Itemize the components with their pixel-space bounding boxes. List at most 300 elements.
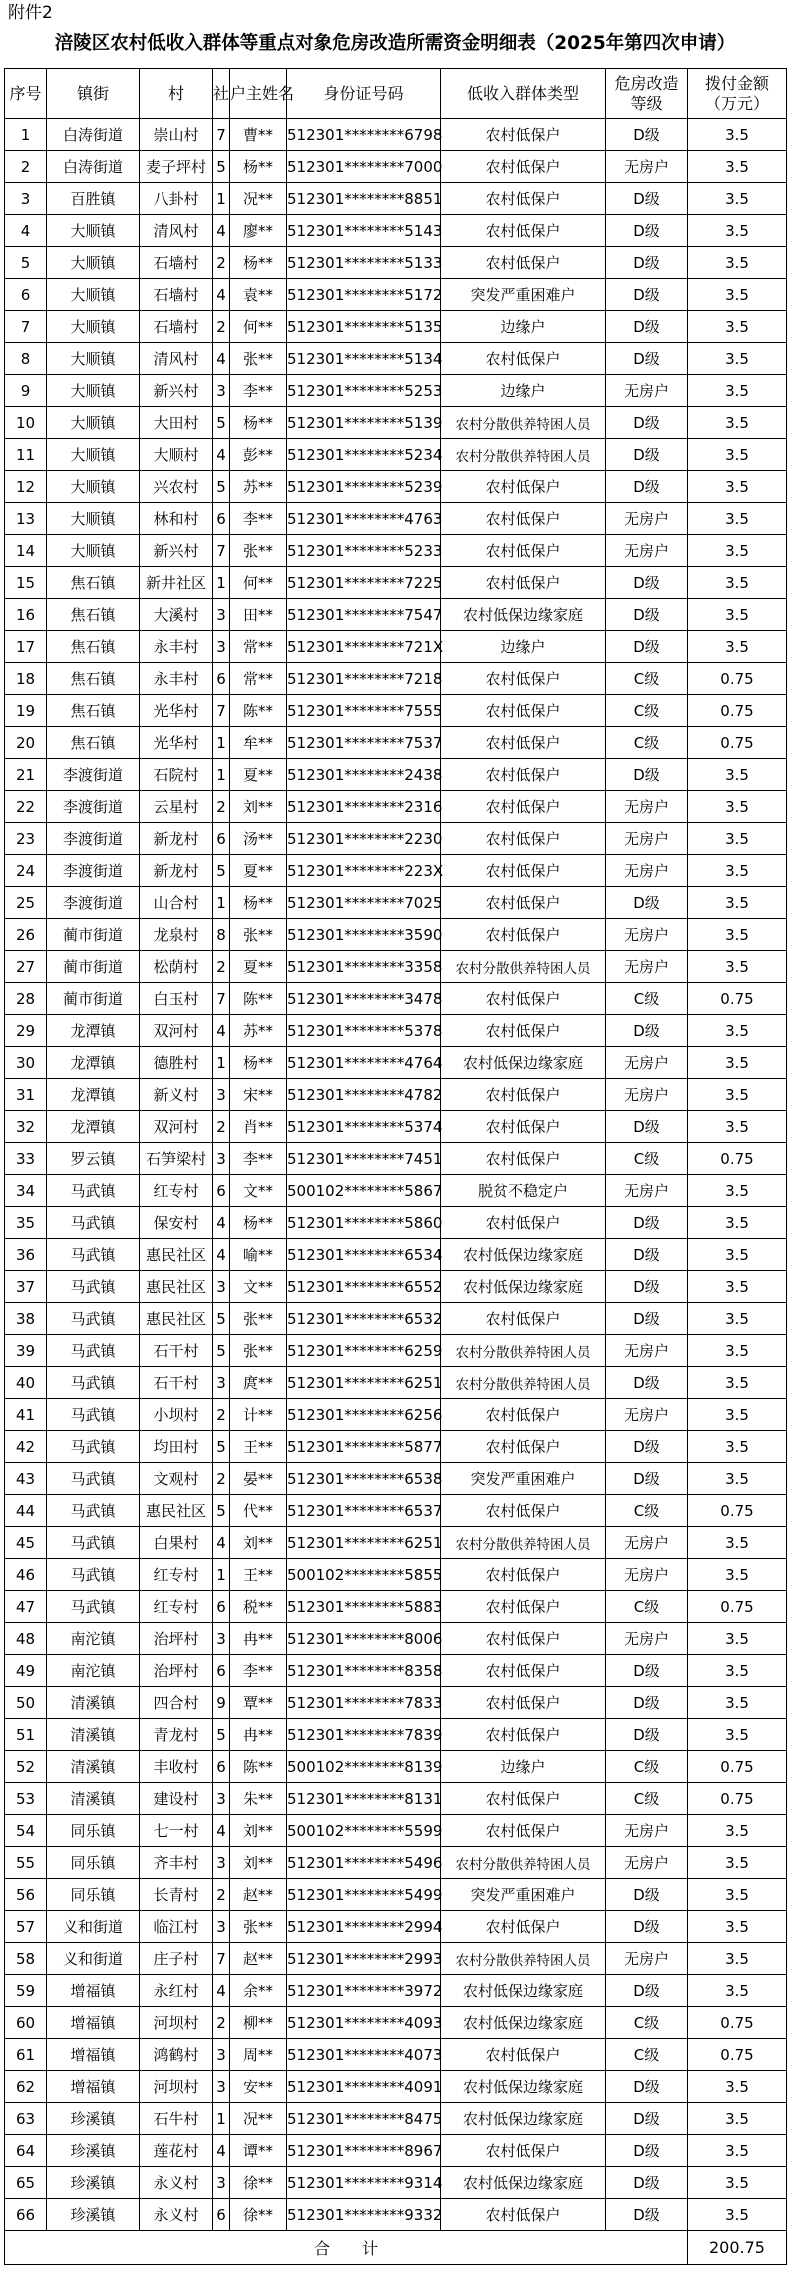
cell-type: 农村低保户 [441,759,606,791]
cell-seq: 25 [5,887,47,919]
cell-she: 2 [213,311,230,343]
cell-village: 德胜村 [140,1047,213,1079]
cell-amount: 3.5 [688,2199,787,2231]
table-row [5,599,787,631]
cell-village: 云星村 [140,791,213,823]
cell-amount: 3.5 [688,1303,787,1335]
cell-seq: 34 [5,1175,47,1207]
cell-head: 何** [230,311,287,343]
table-body [5,119,787,2231]
cell-id: 512301********6532 [287,1303,441,1335]
header-she: 社 [213,69,230,119]
cell-she: 2 [213,1463,230,1495]
cell-seq: 2 [5,151,47,183]
cell-level: 无房户 [606,1559,688,1591]
cell-village: 新兴村 [140,375,213,407]
cell-she: 4 [213,343,230,375]
table-row [5,535,787,567]
cell-seq: 27 [5,951,47,983]
cell-id: 512301********2994 [287,1911,441,1943]
cell-she: 1 [213,567,230,599]
cell-amount: 3.5 [688,2167,787,2199]
cell-she: 9 [213,1687,230,1719]
cell-head: 周** [230,2039,287,2071]
cell-seq: 42 [5,1431,47,1463]
cell-town: 马武镇 [47,1559,140,1591]
cell-town: 蔺市街道 [47,951,140,983]
cell-amount: 0.75 [688,2039,787,2071]
total-amount: 200.75 [688,2231,787,2265]
cell-id: 512301********4782 [287,1079,441,1111]
cell-id: 512301********5133 [287,247,441,279]
cell-she: 1 [213,183,230,215]
cell-level: C级 [606,2039,688,2071]
funding-detail-table [4,68,787,2265]
cell-head: 李** [230,1143,287,1175]
table-row [5,1655,787,1687]
cell-village: 石墙村 [140,247,213,279]
cell-level: 无房户 [606,1815,688,1847]
cell-village: 光华村 [140,727,213,759]
table-row [5,1207,787,1239]
cell-seq: 41 [5,1399,47,1431]
table-row [5,759,787,791]
cell-head: 何** [230,567,287,599]
cell-seq: 4 [5,215,47,247]
cell-town: 李渡街道 [47,791,140,823]
cell-seq: 39 [5,1335,47,1367]
cell-she: 5 [213,1303,230,1335]
cell-id: 512301********5499 [287,1879,441,1911]
cell-type: 农村分散供养特困人员 [441,407,606,439]
cell-amount: 3.5 [688,855,787,887]
cell-town: 同乐镇 [47,1879,140,1911]
cell-town: 珍溪镇 [47,2135,140,2167]
cell-amount: 3.5 [688,919,787,951]
table-row [5,1399,787,1431]
cell-seq: 35 [5,1207,47,1239]
cell-head: 牟** [230,727,287,759]
cell-type: 突发严重困难户 [441,1879,606,1911]
cell-she: 7 [213,535,230,567]
cell-village: 光华村 [140,695,213,727]
cell-town: 清溪镇 [47,1751,140,1783]
cell-amount: 3.5 [688,311,787,343]
cell-seq: 26 [5,919,47,951]
cell-amount: 3.5 [688,1175,787,1207]
cell-head: 庹** [230,1367,287,1399]
cell-type: 农村低保户 [441,1079,606,1111]
cell-she: 3 [213,2167,230,2199]
cell-town: 焦石镇 [47,727,140,759]
cell-amount: 3.5 [688,1431,787,1463]
cell-type: 农村低保户 [441,791,606,823]
cell-town: 清溪镇 [47,1719,140,1751]
cell-village: 崇山村 [140,119,213,151]
cell-level: D级 [606,279,688,311]
cell-id: 512301********2993 [287,1943,441,1975]
cell-id: 512301********7025 [287,887,441,919]
cell-village: 石干村 [140,1335,213,1367]
cell-head: 苏** [230,1015,287,1047]
cell-amount: 3.5 [688,1719,787,1751]
cell-village: 石笋梁村 [140,1143,213,1175]
cell-town: 李渡街道 [47,759,140,791]
cell-seq: 3 [5,183,47,215]
cell-id: 500102********5867 [287,1175,441,1207]
cell-village: 山合村 [140,887,213,919]
table-row [5,1943,787,1975]
cell-id: 512301********5143 [287,215,441,247]
cell-village: 新井社区 [140,567,213,599]
cell-type: 边缘户 [441,631,606,663]
cell-village: 青龙村 [140,1719,213,1751]
cell-seq: 40 [5,1367,47,1399]
cell-head: 况** [230,183,287,215]
document-title: 涪陵区农村低收入群体等重点对象危房改造所需资金明细表（2025年第四次申请） [54,33,736,54]
cell-town: 焦石镇 [47,599,140,631]
cell-amount: 3.5 [688,951,787,983]
cell-type: 农村低保户 [441,983,606,1015]
cell-seq: 55 [5,1847,47,1879]
cell-id: 512301********7555 [287,695,441,727]
cell-she: 8 [213,919,230,951]
cell-she: 3 [213,1271,230,1303]
cell-amount: 0.75 [688,663,787,695]
cell-id: 512301********7218 [287,663,441,695]
cell-level: C级 [606,1751,688,1783]
cell-she: 4 [213,215,230,247]
cell-level: 无房户 [606,1623,688,1655]
cell-seq: 49 [5,1655,47,1687]
cell-seq: 19 [5,695,47,727]
cell-level: 无房户 [606,823,688,855]
table-row [5,2167,787,2199]
cell-id: 512301********4764 [287,1047,441,1079]
cell-level: D级 [606,343,688,375]
cell-type: 突发严重困难户 [441,279,606,311]
cell-head: 杨** [230,247,287,279]
table-row [5,1303,787,1335]
cell-level: D级 [606,471,688,503]
cell-village: 红专村 [140,1559,213,1591]
cell-id: 512301********7547 [287,599,441,631]
cell-village: 大田村 [140,407,213,439]
cell-head: 张** [230,1335,287,1367]
cell-she: 3 [213,631,230,663]
cell-type: 农村低保边缘家庭 [441,2103,606,2135]
cell-id: 512301********6798 [287,119,441,151]
cell-type: 农村低保户 [441,471,606,503]
cell-she: 6 [213,1175,230,1207]
cell-town: 龙潭镇 [47,1015,140,1047]
cell-type: 农村低保户 [441,1687,606,1719]
cell-head: 夏** [230,855,287,887]
cell-town: 蔺市街道 [47,919,140,951]
header-village: 村 [140,69,213,119]
cell-town: 李渡街道 [47,887,140,919]
cell-town: 大顺镇 [47,247,140,279]
cell-village: 保安村 [140,1207,213,1239]
cell-level: D级 [606,1207,688,1239]
cell-id: 512301********5877 [287,1431,441,1463]
cell-town: 大顺镇 [47,535,140,567]
cell-type: 农村低保户 [441,1911,606,1943]
cell-village: 惠民社区 [140,1303,213,1335]
cell-seq: 62 [5,2071,47,2103]
cell-type: 农村低保户 [441,823,606,855]
cell-head: 张** [230,535,287,567]
cell-amount: 3.5 [688,1879,787,1911]
cell-type: 农村低保户 [441,503,606,535]
cell-type: 农村分散供养特困人员 [441,439,606,471]
cell-level: 无房户 [606,1847,688,1879]
cell-level: D级 [606,759,688,791]
cell-seq: 32 [5,1111,47,1143]
cell-amount: 3.5 [688,343,787,375]
cell-type: 农村低保户 [441,1591,606,1623]
cell-id: 500102********8139 [287,1751,441,1783]
cell-head: 喻** [230,1239,287,1271]
cell-head: 刘** [230,1815,287,1847]
cell-seq: 5 [5,247,47,279]
cell-amount: 3.5 [688,631,787,663]
cell-she: 4 [213,1815,230,1847]
table-row [5,1815,787,1847]
cell-id: 512301********7000 [287,151,441,183]
header-seq: 序号 [5,69,47,119]
cell-id: 512301********6251 [287,1367,441,1399]
cell-town: 珍溪镇 [47,2199,140,2231]
cell-she: 3 [213,1143,230,1175]
cell-level: D级 [606,1911,688,1943]
cell-she: 5 [213,1335,230,1367]
cell-amount: 3.5 [688,823,787,855]
cell-id: 512301********5172 [287,279,441,311]
cell-she: 3 [213,2071,230,2103]
cell-head: 杨** [230,1047,287,1079]
cell-amount: 0.75 [688,2007,787,2039]
cell-level: D级 [606,1879,688,1911]
cell-id: 512301********9332 [287,2199,441,2231]
cell-amount: 3.5 [688,1015,787,1047]
cell-seq: 31 [5,1079,47,1111]
cell-level: D级 [606,631,688,663]
cell-type: 农村低保户 [441,183,606,215]
cell-id: 512301********5139 [287,407,441,439]
cell-town: 马武镇 [47,1271,140,1303]
cell-level: D级 [606,1239,688,1271]
cell-amount: 0.75 [688,1143,787,1175]
cell-seq: 44 [5,1495,47,1527]
cell-town: 大顺镇 [47,471,140,503]
cell-town: 百胜镇 [47,183,140,215]
cell-she: 4 [213,279,230,311]
cell-amount: 3.5 [688,1623,787,1655]
cell-type: 农村低保户 [441,151,606,183]
cell-she: 6 [213,2199,230,2231]
cell-amount: 3.5 [688,375,787,407]
cell-amount: 0.75 [688,1751,787,1783]
cell-she: 4 [213,1527,230,1559]
table-row [5,1239,787,1271]
cell-level: D级 [606,119,688,151]
cell-type: 农村低保户 [441,1815,606,1847]
cell-head: 晏** [230,1463,287,1495]
cell-head: 肖** [230,1111,287,1143]
table-row [5,1463,787,1495]
cell-seq: 29 [5,1015,47,1047]
cell-level: 无房户 [606,1335,688,1367]
cell-amount: 3.5 [688,1847,787,1879]
cell-seq: 17 [5,631,47,663]
table-row [5,1111,787,1143]
cell-id: 512301********721X [287,631,441,663]
cell-type: 边缘户 [441,1751,606,1783]
cell-seq: 6 [5,279,47,311]
cell-level: C级 [606,727,688,759]
cell-head: 文** [230,1271,287,1303]
cell-head: 陈** [230,695,287,727]
cell-type: 农村低保边缘家庭 [441,1975,606,2007]
cell-village: 石牛村 [140,2103,213,2135]
cell-town: 同乐镇 [47,1815,140,1847]
cell-id: 512301********3478 [287,983,441,1015]
cell-id: 512301********223X [287,855,441,887]
cell-town: 马武镇 [47,1591,140,1623]
header-level-line1: 危房改造 [614,73,679,93]
cell-she: 5 [213,1495,230,1527]
cell-she: 5 [213,407,230,439]
header-amount [688,69,787,119]
cell-level: D级 [606,1303,688,1335]
cell-she: 4 [213,1239,230,1271]
cell-type: 农村分散供养特困人员 [441,1943,606,1975]
table-row [5,2135,787,2167]
cell-amount: 3.5 [688,1239,787,1271]
cell-village: 石院村 [140,759,213,791]
cell-head: 彭** [230,439,287,471]
cell-village: 白玉村 [140,983,213,1015]
cell-type: 边缘户 [441,375,606,407]
cell-id: 512301********7839 [287,1719,441,1751]
cell-seq: 51 [5,1719,47,1751]
cell-she: 7 [213,695,230,727]
cell-she: 2 [213,1111,230,1143]
cell-level: C级 [606,1495,688,1527]
table-row [5,471,787,503]
cell-type: 农村低保户 [441,1623,606,1655]
cell-head: 李** [230,1655,287,1687]
cell-head: 安** [230,2071,287,2103]
table-row [5,1271,787,1303]
table-row [5,247,787,279]
cell-village: 四合村 [140,1687,213,1719]
cell-seq: 65 [5,2167,47,2199]
cell-village: 红专村 [140,1175,213,1207]
cell-level: 无房户 [606,375,688,407]
cell-she: 1 [213,887,230,919]
cell-seq: 58 [5,1943,47,1975]
cell-head: 朱** [230,1783,287,1815]
cell-village: 清风村 [140,343,213,375]
cell-seq: 15 [5,567,47,599]
cell-village: 新龙村 [140,823,213,855]
table-row [5,1175,787,1207]
cell-head: 冉** [230,1623,287,1655]
cell-head: 汤** [230,823,287,855]
cell-she: 2 [213,2007,230,2039]
cell-id: 512301********6534 [287,1239,441,1271]
cell-seq: 37 [5,1271,47,1303]
cell-village: 新龙村 [140,855,213,887]
table-row [5,1527,787,1559]
cell-id: 512301********7833 [287,1687,441,1719]
cell-she: 7 [213,983,230,1015]
cell-type: 农村低保户 [441,2135,606,2167]
cell-level: 无房户 [606,503,688,535]
cell-head: 王** [230,1559,287,1591]
table-row [5,1047,787,1079]
cell-seq: 12 [5,471,47,503]
cell-town: 珍溪镇 [47,2167,140,2199]
table-row [5,1591,787,1623]
header-level-line2: 等级 [630,93,663,113]
cell-id: 512301********5253 [287,375,441,407]
cell-town: 龙潭镇 [47,1047,140,1079]
cell-type: 农村低保户 [441,887,606,919]
cell-she: 6 [213,1591,230,1623]
cell-village: 新兴村 [140,535,213,567]
cell-type: 农村低保户 [441,2199,606,2231]
table-row [5,695,787,727]
header-level [606,69,688,119]
cell-type: 农村低保户 [441,1719,606,1751]
cell-she: 1 [213,759,230,791]
cell-level: D级 [606,183,688,215]
cell-village: 石墙村 [140,311,213,343]
cell-town: 大顺镇 [47,311,140,343]
cell-head: 徐** [230,2167,287,2199]
header-town: 镇街 [47,69,140,119]
table-row [5,439,787,471]
cell-town: 马武镇 [47,1399,140,1431]
cell-amount: 3.5 [688,887,787,919]
cell-id: 512301********9314 [287,2167,441,2199]
table-row [5,1335,787,1367]
cell-town: 南沱镇 [47,1655,140,1687]
cell-type: 农村低保户 [441,567,606,599]
cell-level: 无房户 [606,1175,688,1207]
cell-seq: 59 [5,1975,47,2007]
cell-level: C级 [606,983,688,1015]
cell-she: 2 [213,247,230,279]
cell-she: 1 [213,727,230,759]
table-row [5,1367,787,1399]
cell-she: 6 [213,823,230,855]
cell-head: 杨** [230,887,287,919]
cell-amount: 3.5 [688,183,787,215]
cell-village: 石干村 [140,1367,213,1399]
table-row [5,2103,787,2135]
cell-head: 田** [230,599,287,631]
cell-level: D级 [606,2071,688,2103]
cell-she: 5 [213,151,230,183]
cell-she: 3 [213,1367,230,1399]
cell-level: C级 [606,695,688,727]
cell-amount: 3.5 [688,503,787,535]
cell-head: 张** [230,1303,287,1335]
